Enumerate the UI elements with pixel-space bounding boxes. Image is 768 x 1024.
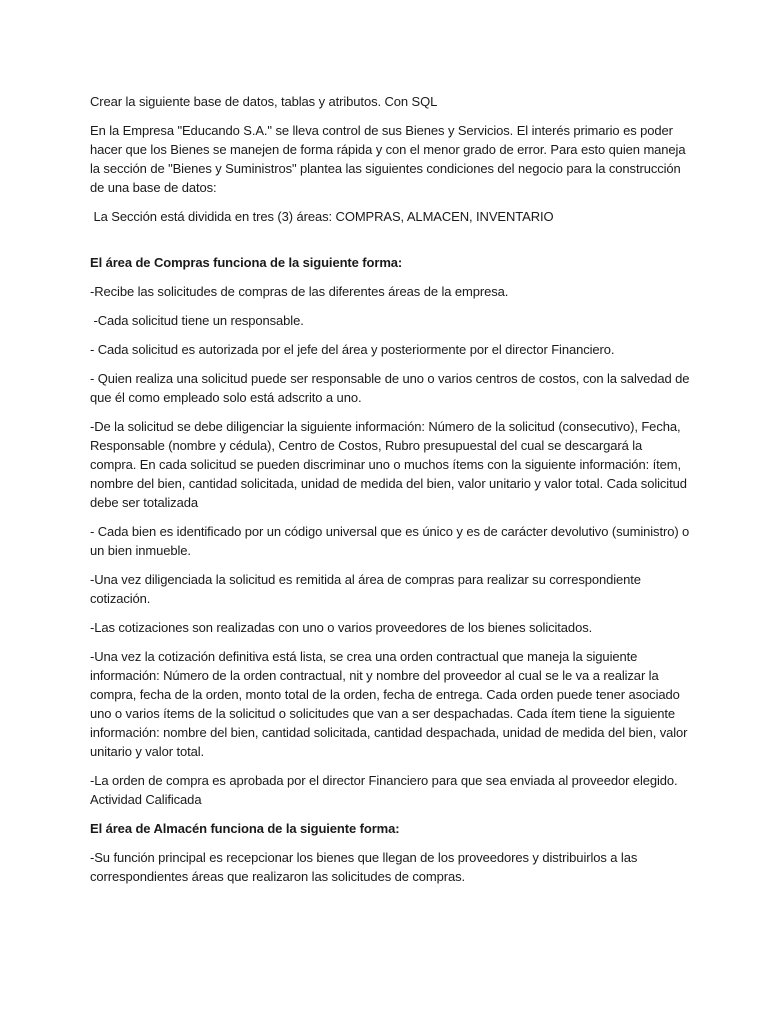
compras-item-2: -Cada solicitud tiene un responsable. xyxy=(90,313,304,328)
section-areas: La Sección está dividida en tres (3) áreas: COMPRAS, ALMACEN, INVENTARIO xyxy=(90,209,554,224)
compras-item-9: -Una vez la cotización definitiva está lista, se crea una orden contractual que maneja la siguiente información: Número de la orden contractual, nit y nombre del proveedor al cual se le va a realizar la compra, fecha de la orden, monto total de la orden, fecha de entrega. Cada orden puede tener asociado uno o varios ítems de la solicitud o solicitudes que van a ser despachadas. Cada ítem tiene la siguiente información: nombre del bien, cantidad solicitada, cantidad despachada, unidad de medida del bien, valor unitario y valor total. xyxy=(90,649,688,759)
compras-item-8: -Las cotizaciones son realizadas con uno o varios proveedores de los bienes solicitados. xyxy=(90,620,593,635)
compras-heading: El área de Compras funciona de la siguiente forma: xyxy=(90,255,403,270)
almacen-heading: El área de Almacén funciona de la siguiente forma: xyxy=(90,821,400,836)
company-description: En la Empresa "Educando S.A." se lleva control de sus Bienes y Servicios. El interés primario es poder hacer que los Bienes se manejen de forma rápida y con el menor grado de error. Para esto quien maneja la sección de "Bienes y Suministros" plantea las siguientes condiciones del negocio para la construcción de una base de datos: xyxy=(90,123,686,195)
almacen-item-1: -Su función principal es recepcionar los bienes que llegan de los proveedores y distribuirlos a las correspondientes áreas que realizaron las solicitudes de compras. xyxy=(90,850,638,884)
compras-item-7: -Una vez diligenciada la solicitud es remitida al área de compras para realizar su correspondiente cotización. xyxy=(90,572,641,606)
intro-instruction: Crear la siguiente base de datos, tablas y atributos. Con SQL xyxy=(90,94,438,109)
compras-item-3: - Cada solicitud es autorizada por el jefe del área y posteriormente por el director Financiero. xyxy=(90,342,615,357)
compras-item-10: -La orden de compra es aprobada por el director Financiero para que sea enviada al proveedor elegido. Actividad Calificada xyxy=(90,773,678,807)
document-page xyxy=(90,92,690,896)
compras-item-1: -Recibe las solicitudes de compras de las diferentes áreas de la empresa. xyxy=(90,284,509,299)
compras-item-4: - Quien realiza una solicitud puede ser responsable de uno o varios centros de costos, con la salvedad de que él como empleado solo está adscrito a uno. xyxy=(90,371,690,405)
compras-item-5: -De la solicitud se debe diligenciar la siguiente información: Número de la solicitud (consecutivo), Fecha, Responsable (nombre y cédula), Centro de Costos, Rubro presupuestal del cual se descargará la compra. En cada solicitud se pueden discriminar uno o muchos ítems con la siguiente información: ítem, nombre del bien, cantidad solicitada, unidad de medida del bien, valor unitario y valor total. Cada solicitud debe ser totalizada xyxy=(90,419,687,510)
compras-item-6: - Cada bien es identificado por un código universal que es único y es de carácter devolutivo (suministro) o un bien inmueble. xyxy=(90,524,690,558)
